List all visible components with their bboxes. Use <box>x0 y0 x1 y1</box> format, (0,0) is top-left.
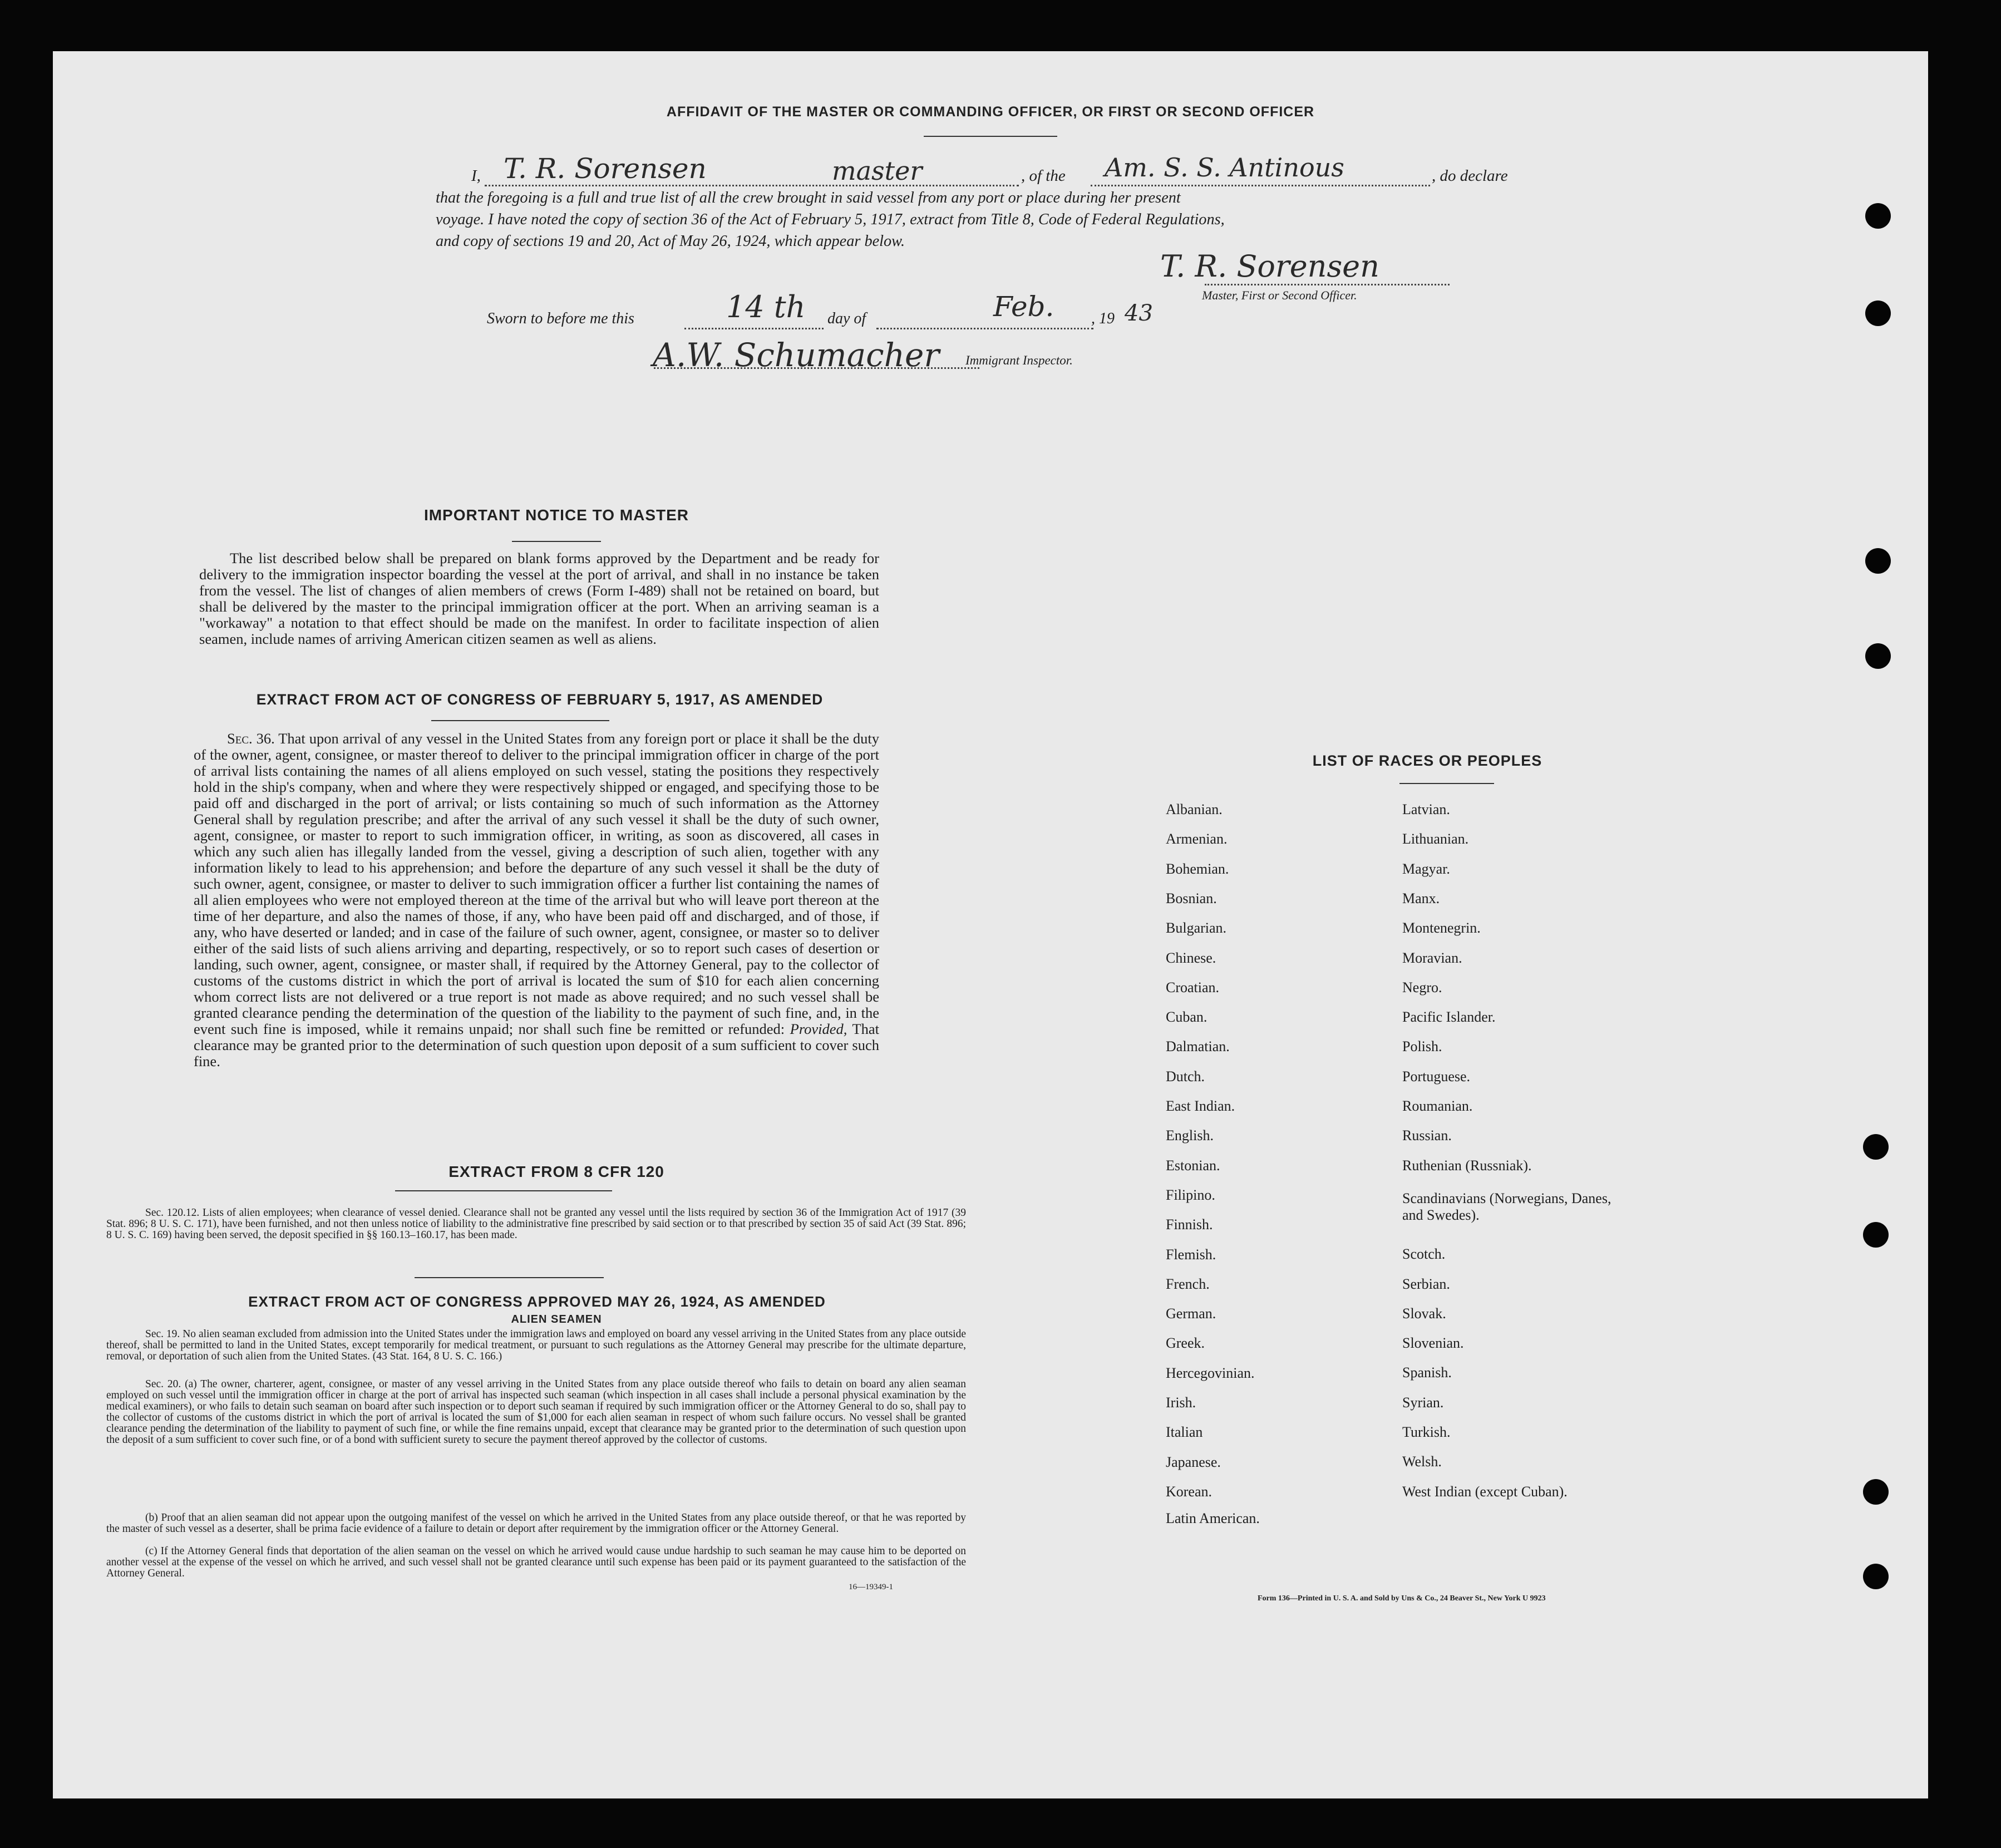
race-item: Filipino. <box>1166 1186 1215 1203</box>
month-blank-line <box>876 328 1093 329</box>
race-item: Manx. <box>1402 890 1440 906</box>
of-the-label: , of the <box>1021 167 1066 185</box>
act-1917-sec: Sec. 36. <box>227 730 275 747</box>
race-item: Hercegovinian. <box>1166 1364 1255 1381</box>
races-title: LIST OF RACES OR PEOPLES <box>1312 752 1542 769</box>
race-item: English. <box>1166 1127 1214 1144</box>
affidavit-title-rule <box>924 136 1057 137</box>
rank-handwriting: master <box>832 156 923 186</box>
race-item: Lithuanian. <box>1402 831 1469 847</box>
notice-title-rule <box>512 541 601 542</box>
affidavit-line3: voyage. I have noted the copy of section 36 of the Act of February 5, 1917, extract from Title 8, Code of Federal Regulations, <box>436 211 1225 228</box>
race-item: Estonian. <box>1166 1157 1220 1174</box>
binder-hole <box>1865 300 1891 326</box>
race-item: Dutch. <box>1166 1068 1205 1085</box>
cfr-text: Sec. 120.12. Lists of alien employees; when clearance of vessel denied. Clearance shall not be granted any vessel until the lists required by section 36 of the Immigration Act of 1917 (39 Stat. 896; 8 U. S. C. 171), have been furnished, and not then unless notice of liability to the administrative fine prescribed by said section or to that prescribed by section 35 of said Act (39 Stat. 896; 8 U. S. C. 169) having been served, the deposit specified in §§ 160.13–160.17, has been made. <box>106 1207 966 1241</box>
form-number: 16—19349-1 <box>849 1583 893 1591</box>
race-item: French. <box>1166 1275 1210 1292</box>
races-title-rule <box>1399 783 1494 784</box>
inspector-signature-line <box>654 367 979 369</box>
race-item: Polish. <box>1402 1038 1442 1055</box>
act-1924-sec19: Sec. 19. No alien seaman excluded from admission into the United States under the immigration laws and employed on board any vessel arriving in the United States from any place outside thereof, shall be permitted to land in the United States, except temporarily for medical treatment, or pursuant to such regulations as the Attorney General may prescribe for the ultimate departure, removal, or deportation of such alien from the United States. (43 Stat. 164, 8 U. S. C. 166.) <box>106 1328 966 1362</box>
race-item: Montenegrin. <box>1402 920 1481 937</box>
day-blank-line <box>684 328 824 329</box>
race-item: East Indian. <box>1166 1098 1235 1114</box>
race-item: Spanish. <box>1402 1364 1452 1381</box>
inspector-caption: Immigrant Inspector. <box>965 353 1073 367</box>
vessel-blank-line <box>1091 185 1430 186</box>
affidavit-title: AFFIDAVIT OF THE MASTER OR COMMANDING OFFICER, OR FIRST OR SECOND OFFICER <box>666 104 1315 120</box>
act-1924-subtitle: ALIEN SEAMEN <box>511 1313 602 1325</box>
act-1917-body-a: That upon arrival of any vessel in the United States from any foreign port or place it shall be the duty of the owner, agent, consignee, or master thereof to deliver to the principal immigration officer in charge of the port of arrival lists containing the names of all aliens employed on such vessel, stating the positions they respectively hold in the ship's company, when and where they were respectively shipped or engaged, and specifying those to be paid off and discharged in the port of arrival; or lists containing so much of such information as the Attorney General shall by regulation prescribe; and after the arrival of any such vessel it shall be the duty of such owner, agent, consignee, or master to report to such immigration officer, in writing, as soon as discovered, all cases in which any such alien has illegally landed from the vessel, giving a description of such alien, together with any information likely to lead to his apprehension; and before the departure of any such vessel it shall be the duty of such owner, agent, consignee, or master to deliver to such immigration officer a further list containing the names of all alien employees who were not employed thereon at the time of the arrival but who will leave port thereon at the time of her departure, and also the names of those, if any, who have been paid off and discharged, and of those, if any, who have deserted or landed; and in case of the failure of such owner, agent, consignee, or master so to deliver either of the said lists of such aliens arriving and departing, respectively, or so to report such cases of desertion or landing, such owner, agent, consignee, or master shall, if required by the Attorney General, pay to the collector of customs of the customs district in which the port of arrival is located the sum of $10 for each alien concerning whom correct lists are not delivered or a true report is not made as above required; and no such vessel shall be granted clearance pending the determination of the question of the liability to the payment of such fine, and, in the event such fine is imposed, while it remains unpaid; nor shall such fine be remitted or refunded: <box>194 730 879 1037</box>
race-item: Italian <box>1166 1424 1203 1441</box>
race-item: Pacific Islander. <box>1402 1009 1496 1026</box>
master-name-handwriting: T. R. Sorensen <box>504 152 707 185</box>
binder-hole <box>1863 1564 1889 1589</box>
binder-hole <box>1863 1479 1889 1505</box>
name-blank-line <box>485 185 1019 186</box>
printer-line: Form 136—Printed in U. S. A. and Sold by Uns & Co., 24 Beaver St., New York U 9923 <box>1258 1594 1546 1603</box>
race-item: German. <box>1166 1305 1216 1322</box>
day-of-label: day of <box>827 310 866 327</box>
affidavit-line4: and copy of sections 19 and 20, Act of May 26, 1924, which appear below. <box>436 233 905 250</box>
race-item: Bohemian. <box>1166 860 1229 877</box>
binder-hole <box>1863 1222 1889 1248</box>
inspector-signature: A.W. Schumacher <box>653 336 940 374</box>
race-item: Serbian. <box>1402 1275 1450 1292</box>
race-item: Croatian. <box>1166 979 1220 996</box>
race-item: Armenian. <box>1166 831 1228 847</box>
act-1924-top-rule <box>415 1277 604 1278</box>
race-item: Finnish. <box>1166 1216 1213 1233</box>
binder-hole <box>1865 548 1891 574</box>
year-prefix: , 19 <box>1091 310 1115 327</box>
race-item: Russian. <box>1402 1127 1452 1144</box>
notice-text: The list described below shall be prepared on blank forms approved by the Department and be ready for delivery to the immigration inspector boarding the vessel at the port of arrival, and shall in no instance be taken from the vessel. The list of changes of alien members of crews (Form I-489) shall not be retained on board, but shall be delivered by the master to the principal immigration officer at the port. When an arriving seaman is a "workaway" a notation to that effect should be made on the manifest. In order to facilitate inspection of alien seamen, include names of arriving American citizen seamen as well as aliens. <box>199 550 879 647</box>
race-item: Greek. <box>1166 1335 1205 1352</box>
i-label: I, <box>471 167 481 185</box>
race-item: Latvian. <box>1402 801 1450 817</box>
act-1924-sec20c: (c) If the Attorney General finds that deportation of the alien seaman on the vessel on which he arrived would cause undue hardship to such seaman he may cause him to be deported on another vessel at the expense of the vessel on which he arrived, and such vessel shall not be granted clearance until such expense has been paid or its payment guaranteed to the satisfaction of the Attorney General. <box>106 1545 966 1579</box>
race-item: Cuban. <box>1166 1009 1208 1026</box>
act-1917-title: EXTRACT FROM ACT OF CONGRESS OF FEBRUARY 5, 1917, AS AMENDED <box>256 691 824 708</box>
race-item: Moravian. <box>1402 949 1462 966</box>
race-item: Negro. <box>1402 979 1442 996</box>
binder-hole <box>1863 1134 1889 1160</box>
race-item: Flemish. <box>1166 1246 1216 1263</box>
act-1924-sec20a: Sec. 20. (a) The owner, charterer, agent, consignee, or master of any vessel arriving in the United States from any place outside thereof who fails to detain on board any alien seaman employed on such vessel until the immigration officer in charge at the port of arrival has inspected such seaman (which inspection in all cases shall include a personal physical examination by the medical examiners), or who fails to detain such seaman on board after such inspection or to deport such seaman if required by such immigration officer or the Attorney General to do so, shall pay to the collector of customs of the customs district in which the port of arrival is located the sum of $1,000 for each alien seaman in respect of whom such failure occurs. No vessel shall be granted clearance pending the determination of the liability to payment of such fine, or while the fine remains unpaid, except that clearance may be granted prior to the determination of such question upon the deposit of a sum sufficient to cover such fine, or of a bond with sufficient surety to secure the payment thereof approved by the collector of customs. <box>106 1378 966 1446</box>
race-item: Scotch. <box>1402 1246 1446 1263</box>
act-1917-text <box>194 731 879 1070</box>
act-1917-provided: Provided, <box>790 1021 847 1037</box>
binder-hole <box>1865 203 1891 229</box>
signature-line <box>1205 284 1450 285</box>
race-item: Scandinavians (Norwegians, Danes, and Swedes). <box>1402 1190 1611 1223</box>
race-item: Bulgarian. <box>1166 920 1227 937</box>
race-item: Latin American. <box>1166 1510 1260 1527</box>
do-declare-label: , do declare <box>1432 167 1508 185</box>
race-item: Chinese. <box>1166 949 1216 966</box>
race-item: Irish. <box>1166 1394 1196 1411</box>
race-item: Slovak. <box>1402 1305 1446 1322</box>
month-handwriting: Feb. <box>993 290 1054 323</box>
day-handwriting: 14 th <box>726 289 806 324</box>
race-item: Slovenian. <box>1402 1335 1464 1352</box>
vessel-name-handwriting: Am. S. S. Antinous <box>1105 152 1344 183</box>
act-1924-title: EXTRACT FROM ACT OF CONGRESS APPROVED MAY 26, 1924, AS AMENDED <box>248 1293 826 1310</box>
signature-caption: Master, First or Second Officer. <box>1202 288 1357 302</box>
cfr-title: EXTRACT FROM 8 CFR 120 <box>448 1163 664 1180</box>
race-item: West Indian (except Cuban). <box>1402 1483 1568 1500</box>
binder-hole <box>1865 643 1891 669</box>
race-item: Korean. <box>1166 1483 1213 1500</box>
race-item: Welsh. <box>1402 1453 1442 1470</box>
year-handwriting: 43 <box>1125 300 1153 326</box>
cfr-rule <box>395 1190 612 1191</box>
master-signature: T. R. Sorensen <box>1160 249 1379 284</box>
race-item: Magyar. <box>1402 860 1450 877</box>
affidavit-line1 <box>471 167 481 185</box>
race-item: Roumanian. <box>1402 1098 1473 1114</box>
act-1917-body-b: That clearance may be granted prior to the determination of such question upon deposit of a sum sufficient to cover such fine. <box>194 1021 879 1070</box>
race-item: Dalmatian. <box>1166 1038 1230 1055</box>
race-item: Albanian. <box>1166 801 1223 817</box>
act-1924-sec20b: (b) Proof that an alien seaman did not appear upon the outgoing manifest of the vessel on which he arrived in the United States from any place outside thereof, or that he was reported by the master of such vessel as a deserter, shall be prima facie evidence of a failure to detain or deport after requirement by the immigration officer or the Attorney General. <box>106 1512 966 1535</box>
race-item: Syrian. <box>1402 1394 1444 1411</box>
race-item: Japanese. <box>1166 1453 1221 1470</box>
sworn-label: Sworn to before me this <box>487 310 634 327</box>
race-item: Ruthenian (Russniak). <box>1402 1157 1532 1174</box>
document-page <box>53 51 1928 1798</box>
affidavit-line2: that the foregoing is a full and true list of all the crew brought in said vessel from any port or place during her present <box>436 189 1181 206</box>
race-item: Turkish. <box>1402 1424 1451 1440</box>
notice-title: IMPORTANT NOTICE TO MASTER <box>423 506 689 524</box>
race-item: Bosnian. <box>1166 890 1217 906</box>
race-item: Portuguese. <box>1402 1068 1471 1085</box>
act-1917-rule <box>431 720 609 721</box>
